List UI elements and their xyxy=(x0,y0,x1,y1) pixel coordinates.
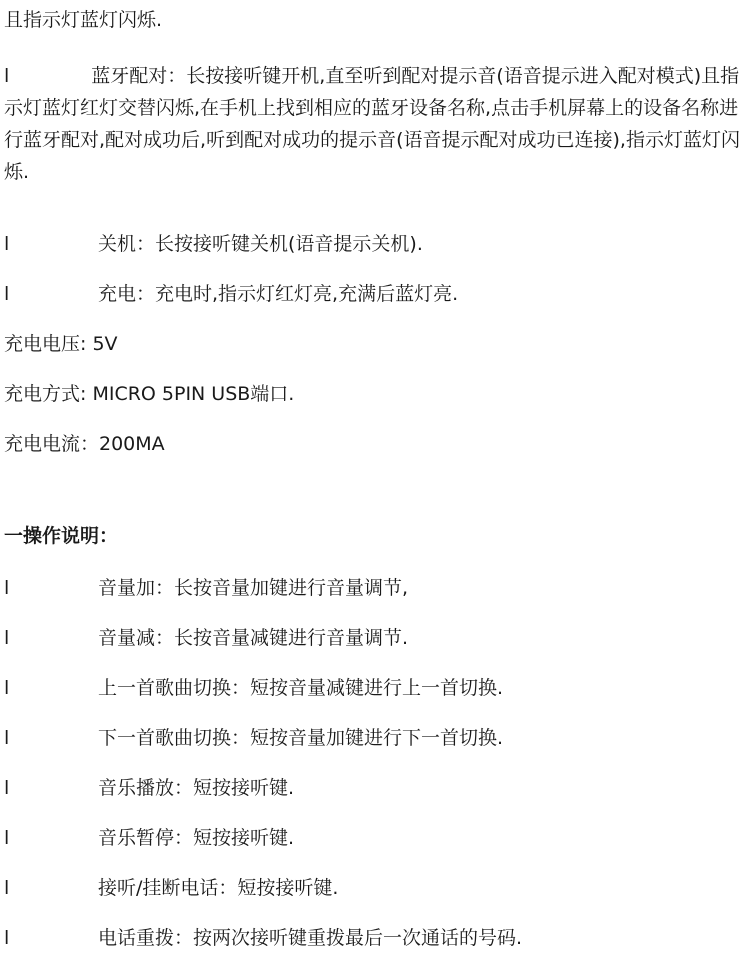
operation-previous-track: 上一首歌曲切换：短按音量减键进行上一首切换. xyxy=(98,677,504,699)
operation-heading: 一操作说明： xyxy=(4,525,119,547)
power-off-text: 关机：长按接听键关机(语音提示关机). xyxy=(98,233,423,255)
pairing-bullet: l xyxy=(4,65,10,87)
operation-bullet: l xyxy=(4,927,10,949)
operation-bullet: l xyxy=(4,677,10,699)
operation-next-track: 下一首歌曲切换：短按音量加键进行下一首切换. xyxy=(98,727,504,749)
operation-bullet: l xyxy=(4,727,10,749)
spec-charging-current: 充电电流：200MA xyxy=(4,433,165,455)
spec-charging-voltage: 充电电压: 5V xyxy=(4,333,118,355)
charging-bullet: l xyxy=(4,283,10,305)
operation-volume-up: 音量加：长按音量加键进行音量调节, xyxy=(98,577,409,599)
operation-volume-down: 音量减：长按音量减键进行音量调节. xyxy=(98,627,409,649)
operation-pause-music: 音乐暂停：短按接听键. xyxy=(98,827,295,849)
pairing-text: 蓝牙配对：长按接听键开机,直至听到配对提示音(语音提示进入配对模式)且指示灯蓝灯红灯交替闪烁,在手机上找到相应的蓝牙设备名称,点击手机屏幕上的设备名称进行蓝牙配对,配对成功后,听到配对成功的提示音(语音提示配对成功已连接),指示灯蓝灯闪烁. xyxy=(4,65,740,183)
operation-bullet: l xyxy=(4,827,10,849)
pairing-paragraph xyxy=(4,60,746,188)
power-off-bullet: l xyxy=(4,233,10,255)
operation-play-music: 音乐播放：短按接听键. xyxy=(98,777,295,799)
operation-redial: 电话重拨：按两次接听键重拨最后一次通话的号码. xyxy=(98,927,523,949)
operation-answer-hangup: 接听/挂断电话：短按接听键. xyxy=(98,877,339,899)
operation-bullet: l xyxy=(4,877,10,899)
spec-charging-method: 充电方式: MICRO 5PIN USB端口. xyxy=(4,383,295,405)
charging-text: 充电：充电时,指示灯红灯亮,充满后蓝灯亮. xyxy=(98,283,459,305)
intro-tail-text: 且指示灯蓝灯闪烁. xyxy=(4,9,163,31)
operation-bullet: l xyxy=(4,777,10,799)
operation-bullet: l xyxy=(4,577,10,599)
operation-bullet: l xyxy=(4,627,10,649)
